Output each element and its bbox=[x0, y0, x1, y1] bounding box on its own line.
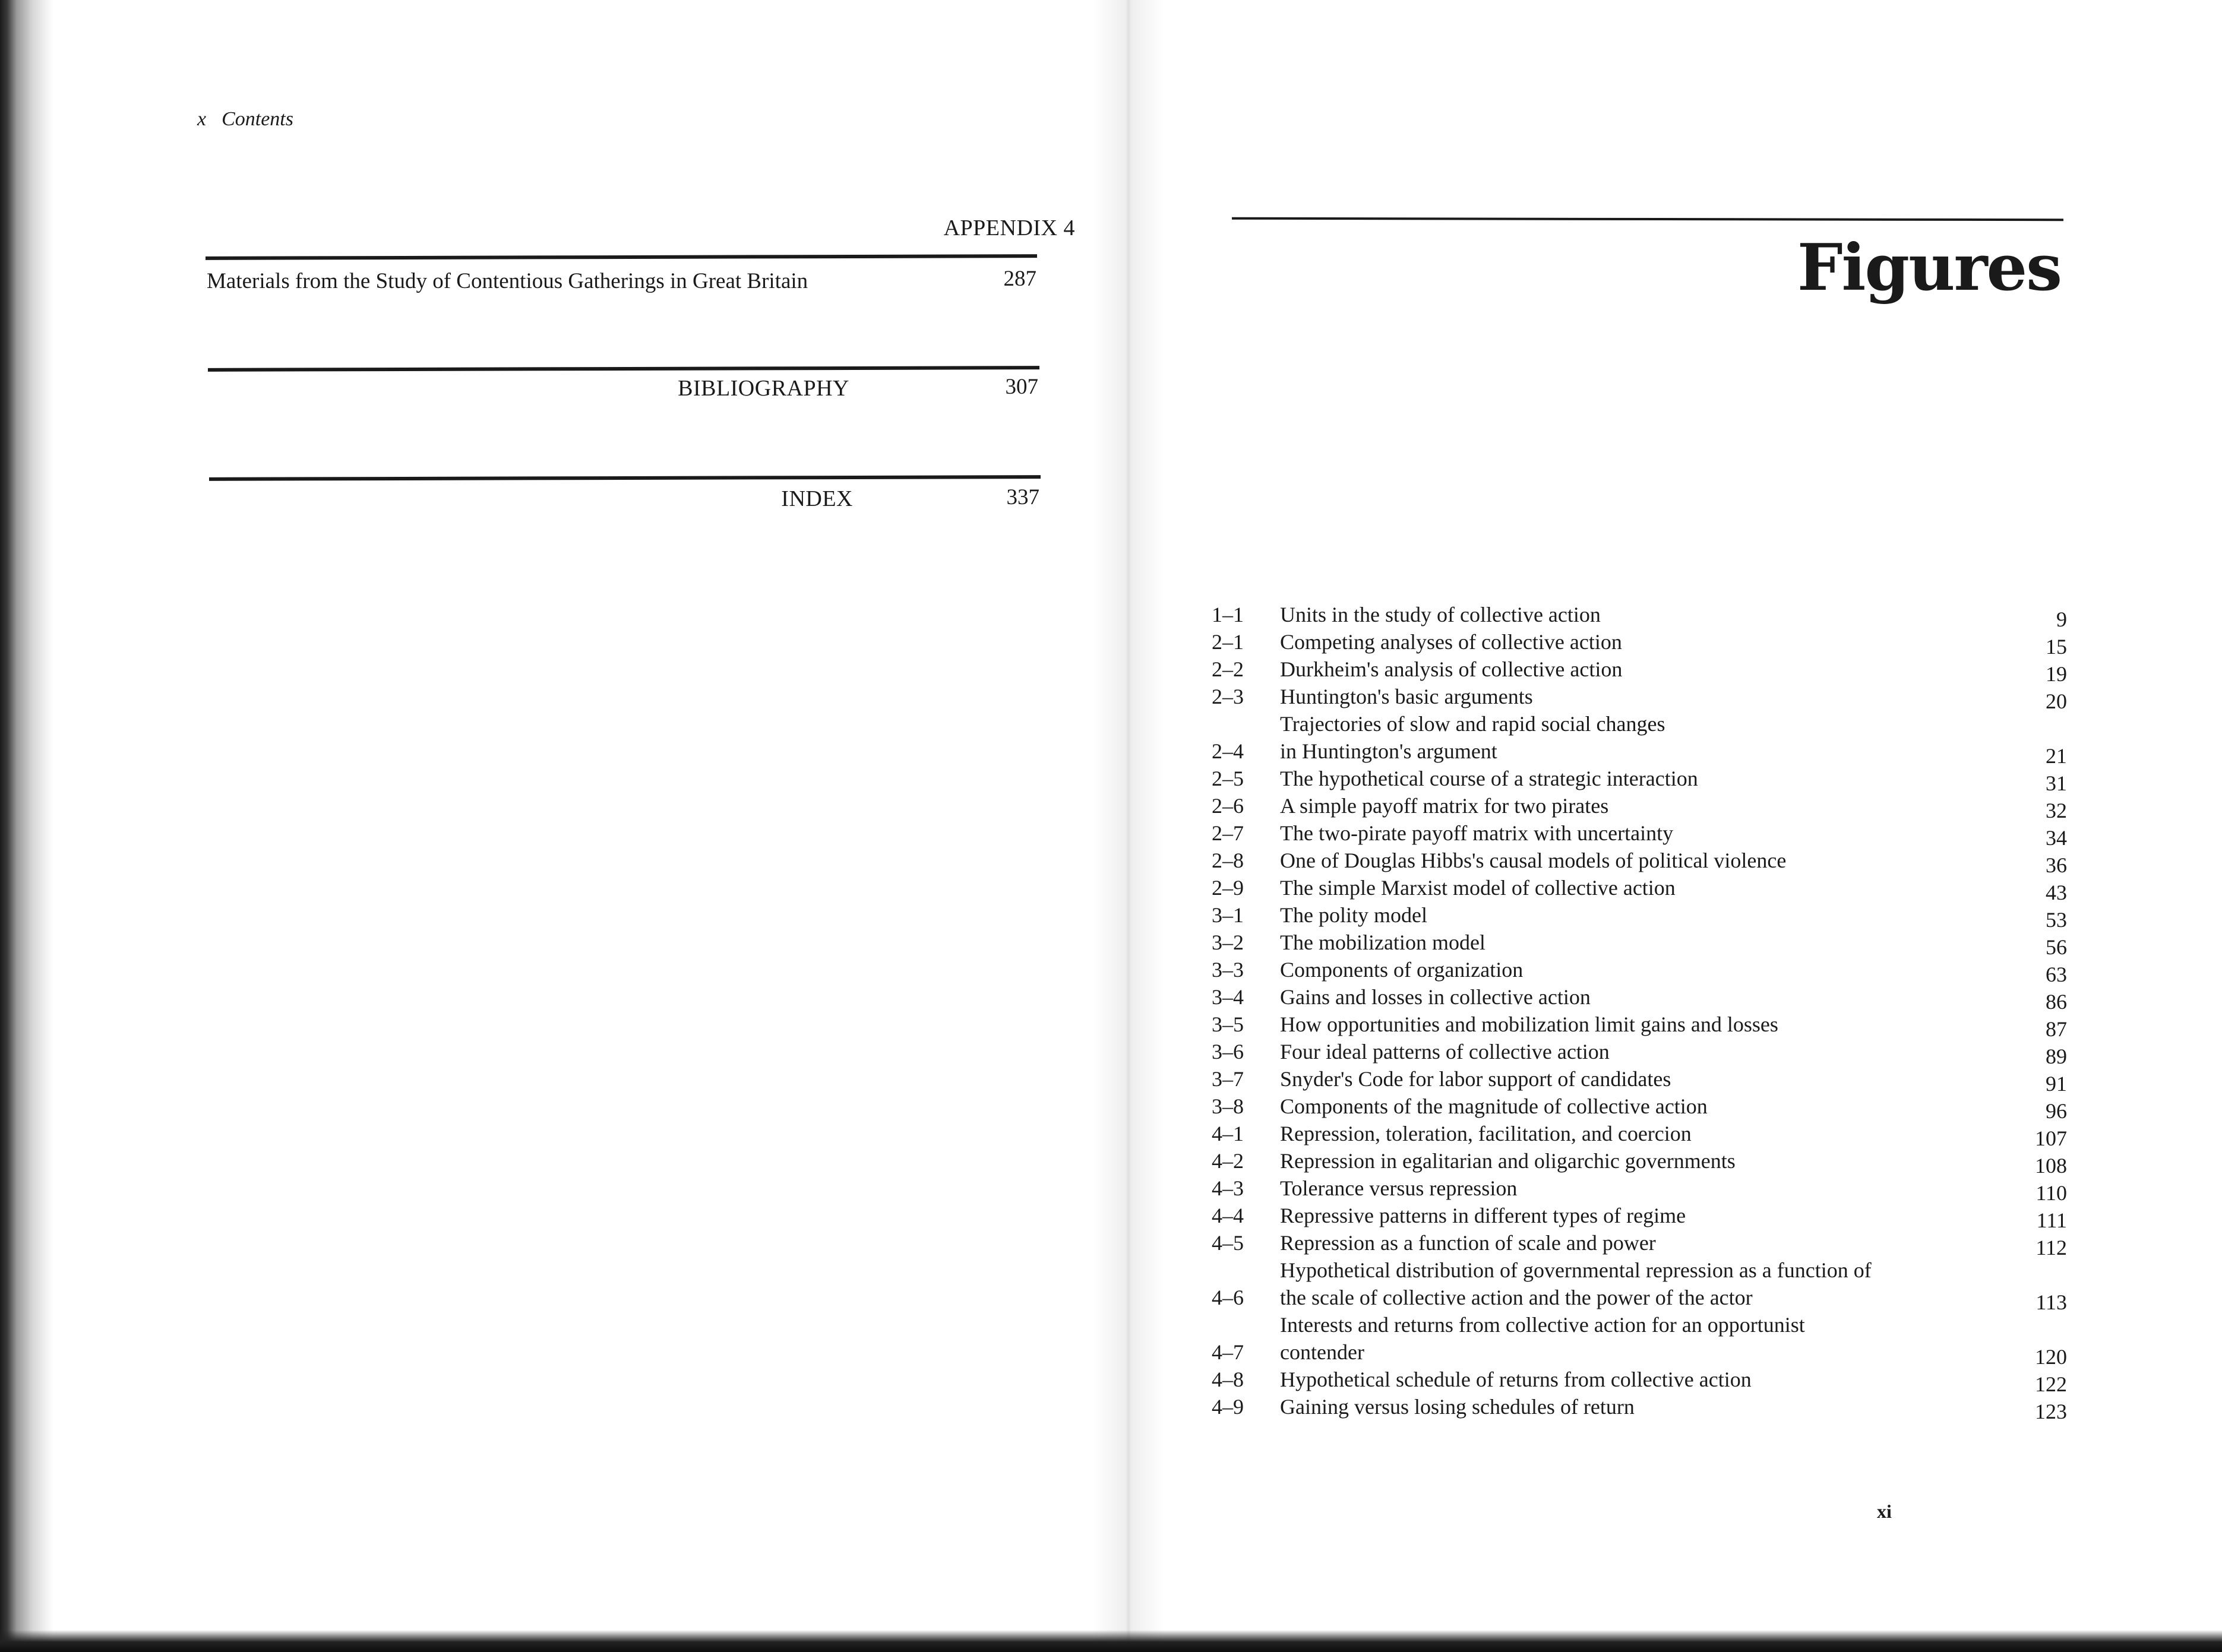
figure-number: 3–8 bbox=[1212, 1094, 1244, 1118]
figure-number: 3–5 bbox=[1212, 1012, 1244, 1036]
figure-number: 2–5 bbox=[1212, 767, 1244, 790]
figure-page: 32 bbox=[2046, 799, 2067, 822]
list-item bbox=[1212, 710, 2067, 768]
list-item bbox=[1212, 1065, 2067, 1096]
list-item bbox=[1212, 956, 2067, 986]
figure-number: 4–4 bbox=[1212, 1204, 1244, 1227]
figure-caption bbox=[1280, 1366, 2002, 1393]
list-item bbox=[1212, 1366, 2067, 1396]
figure-caption bbox=[1280, 656, 2002, 683]
figure-caption bbox=[1280, 1093, 2002, 1120]
figures-title-rule bbox=[1232, 217, 2063, 221]
figure-number: 4–7 bbox=[1212, 1340, 1244, 1364]
figure-caption-line: Hypothetical schedule of returns from collective action bbox=[1280, 1368, 1752, 1391]
running-head-title: Contents bbox=[222, 108, 293, 130]
figure-caption-line: Gains and losses in collective action bbox=[1280, 985, 1591, 1009]
figure-caption bbox=[1280, 1120, 2002, 1147]
list-item bbox=[1212, 983, 2067, 1014]
figure-number: 2–2 bbox=[1212, 657, 1244, 681]
appendix-4-heading: APPENDIX 4 bbox=[943, 216, 1075, 240]
list-item bbox=[1212, 1229, 2067, 1257]
figure-caption bbox=[1280, 1202, 2002, 1229]
list-item bbox=[1212, 819, 2067, 850]
figure-caption-line: Gaining versus losing schedules of return bbox=[1280, 1395, 1635, 1419]
figure-page: 110 bbox=[2035, 1181, 2067, 1205]
figure-page: 122 bbox=[2035, 1372, 2067, 1396]
appendix-4-page: 287 bbox=[1003, 267, 1036, 291]
figure-page: 15 bbox=[2046, 635, 2067, 659]
figure-number: 4–8 bbox=[1212, 1368, 1244, 1391]
figure-number: 2–4 bbox=[1212, 739, 1244, 763]
figure-page: 108 bbox=[2035, 1154, 2067, 1178]
list-item bbox=[1212, 1202, 2067, 1232]
list-item bbox=[1212, 601, 2067, 631]
figure-caption-line: Repression, toleration, facilitation, and coercion bbox=[1280, 1122, 1692, 1145]
figure-page: 63 bbox=[2046, 963, 2067, 986]
figure-number: 4–6 bbox=[1212, 1286, 1244, 1309]
figure-caption bbox=[1280, 710, 2002, 765]
figure-caption bbox=[1280, 1147, 2002, 1175]
figures-title: Figures bbox=[1797, 230, 2061, 305]
figure-caption-line: Snyder's Code for labor support of candidates bbox=[1280, 1067, 1671, 1091]
list-item bbox=[1212, 1147, 2067, 1178]
figure-caption-line: Huntington's basic arguments bbox=[1280, 685, 1533, 708]
book-binding-shadow bbox=[0, 0, 53, 1652]
figure-caption-line: The polity model bbox=[1280, 903, 1427, 927]
figure-number: 2–6 bbox=[1212, 794, 1244, 818]
figure-caption bbox=[1280, 1011, 2002, 1038]
figure-caption bbox=[1280, 1175, 2002, 1202]
figure-page: 31 bbox=[2046, 771, 2067, 795]
list-item bbox=[1212, 901, 2067, 932]
figure-page: 111 bbox=[2036, 1208, 2067, 1232]
figure-number: 4–5 bbox=[1212, 1231, 1244, 1255]
figure-page: 120 bbox=[2035, 1345, 2067, 1369]
figure-caption-line: Durkheim's analysis of collective action bbox=[1280, 657, 1623, 681]
bottom-edge-shadow bbox=[0, 1630, 2222, 1652]
figure-caption-line: Components of the magnitude of collective action bbox=[1280, 1094, 1708, 1118]
index-rule bbox=[209, 475, 1041, 481]
list-item bbox=[1212, 1038, 2067, 1068]
figure-page: 53 bbox=[2046, 908, 2067, 932]
figure-number: 3–1 bbox=[1212, 903, 1244, 927]
figure-number: 4–3 bbox=[1212, 1176, 1244, 1200]
figure-number: 2–7 bbox=[1212, 821, 1244, 845]
list-item bbox=[1212, 1175, 2067, 1205]
figure-number: 4–2 bbox=[1212, 1149, 1244, 1173]
figure-caption bbox=[1280, 1393, 2002, 1420]
figure-caption bbox=[1280, 601, 2002, 628]
figure-number: 2–1 bbox=[1212, 630, 1244, 654]
bibliography-rule bbox=[208, 366, 1039, 372]
figure-caption bbox=[1280, 792, 2002, 819]
list-item bbox=[1212, 1011, 2067, 1041]
figure-caption bbox=[1280, 901, 2002, 929]
figure-caption-line: The two-pirate payoff matrix with uncertainty bbox=[1280, 821, 1674, 845]
figure-caption-line: The hypothetical course of a strategic interaction bbox=[1280, 767, 1698, 790]
figure-page: 43 bbox=[2046, 881, 2067, 904]
figure-caption bbox=[1280, 874, 2002, 901]
figure-page: 20 bbox=[2046, 689, 2067, 713]
list-item bbox=[1212, 792, 2067, 822]
figure-caption bbox=[1280, 847, 2002, 874]
figure-caption-line: The simple Marxist model of collective action bbox=[1280, 876, 1676, 900]
list-item bbox=[1212, 1393, 2067, 1423]
list-item bbox=[1212, 1093, 2067, 1123]
running-head bbox=[197, 108, 293, 131]
list-item bbox=[1212, 929, 2067, 959]
figure-caption-line: Repressive patterns in different types of regime bbox=[1280, 1204, 1686, 1227]
appendix-4-entry: Materials from the Study of Contentious Gatherings in Great Britain bbox=[207, 269, 808, 293]
figure-caption-line: One of Douglas Hibbs's causal models of political violence bbox=[1280, 849, 1787, 872]
figure-page: 9 bbox=[2056, 607, 2067, 631]
list-item bbox=[1212, 1311, 2067, 1369]
list-item bbox=[1212, 765, 2067, 795]
figure-caption-line: in Huntington's argument bbox=[1280, 739, 1497, 763]
figure-number: 2–3 bbox=[1212, 685, 1244, 708]
figure-page: 34 bbox=[2046, 826, 2067, 850]
figure-caption bbox=[1280, 1311, 2002, 1366]
figure-page: 91 bbox=[2046, 1072, 2067, 1096]
figure-caption-line: Four ideal patterns of collective action bbox=[1280, 1040, 1610, 1064]
figure-caption-line: contender bbox=[1280, 1340, 1364, 1364]
figure-number: 2–8 bbox=[1212, 849, 1244, 872]
figure-caption-line: Repression as a function of scale and power bbox=[1280, 1231, 1656, 1255]
index-heading: INDEX bbox=[781, 486, 853, 511]
figure-number: 2–9 bbox=[1212, 876, 1244, 900]
figure-page: 123 bbox=[2035, 1400, 2067, 1423]
figure-caption-line: Tolerance versus repression bbox=[1280, 1176, 1518, 1200]
page-folio: x bbox=[197, 108, 207, 130]
figure-number: 3–4 bbox=[1212, 985, 1244, 1009]
figure-caption-line: Trajectories of slow and rapid social changes bbox=[1280, 712, 1665, 736]
figure-caption-line: Units in the study of collective action bbox=[1280, 603, 1601, 626]
figure-caption-line: A simple payoff matrix for two pirates bbox=[1280, 794, 1609, 818]
figure-caption-line: Competing analyses of collective action bbox=[1280, 630, 1622, 654]
figure-caption-line: Repression in egalitarian and oligarchic governments bbox=[1280, 1149, 1736, 1173]
figure-caption-line: the scale of collective action and the power of the actor bbox=[1280, 1286, 1753, 1309]
list-item bbox=[1212, 874, 2067, 904]
figure-number: 3–6 bbox=[1212, 1040, 1244, 1064]
figure-page: 21 bbox=[2046, 744, 2067, 768]
figure-caption bbox=[1280, 765, 2002, 792]
figure-caption-line: Components of organization bbox=[1280, 958, 1524, 982]
list-item bbox=[1212, 1120, 2067, 1150]
figure-caption bbox=[1280, 983, 2002, 1011]
figure-caption-line: Hypothetical distribution of governmental repression as a function of bbox=[1280, 1258, 1872, 1282]
list-item bbox=[1212, 1257, 2067, 1314]
figure-caption bbox=[1280, 683, 2002, 710]
figure-number: 3–7 bbox=[1212, 1067, 1244, 1091]
list-item bbox=[1212, 847, 2067, 877]
figure-caption-line: How opportunities and mobilization limit gains and losses bbox=[1280, 1012, 1778, 1036]
figure-page: 113 bbox=[2035, 1290, 2067, 1314]
figure-page: 56 bbox=[2046, 935, 2067, 959]
figure-caption bbox=[1280, 1229, 2002, 1257]
figure-caption bbox=[1280, 1065, 2002, 1093]
figure-caption bbox=[1280, 956, 2002, 983]
figure-page: 87 bbox=[2046, 1017, 2067, 1041]
list-item bbox=[1212, 683, 2067, 713]
bibliography-heading: BIBLIOGRAPHY bbox=[678, 376, 849, 401]
figure-caption-line: Interests and returns from collective action for an opportunist bbox=[1280, 1313, 1805, 1337]
figure-page: 19 bbox=[2046, 662, 2067, 686]
page-gutter bbox=[1093, 0, 1164, 1652]
figure-page: 86 bbox=[2046, 990, 2067, 1014]
figure-caption bbox=[1280, 929, 2002, 956]
figure-page: 112 bbox=[2035, 1236, 2067, 1259]
page-folio: xi bbox=[1877, 1501, 1892, 1522]
figure-page: 36 bbox=[2046, 853, 2067, 877]
figure-caption bbox=[1280, 1038, 2002, 1065]
figure-caption bbox=[1280, 1257, 2002, 1311]
figure-number: 4–9 bbox=[1212, 1395, 1244, 1419]
figures-list bbox=[1212, 601, 2067, 1423]
figure-number: 3–2 bbox=[1212, 931, 1244, 954]
appendix-4-rule bbox=[206, 254, 1037, 260]
list-item bbox=[1212, 628, 2067, 659]
figure-number: 1–1 bbox=[1212, 603, 1244, 626]
bibliography-page: 307 bbox=[1005, 375, 1038, 399]
figure-number: 4–1 bbox=[1212, 1122, 1244, 1145]
figure-page: 89 bbox=[2046, 1045, 2067, 1068]
index-page: 337 bbox=[1006, 485, 1039, 509]
figure-page: 96 bbox=[2046, 1099, 2067, 1123]
figure-caption bbox=[1280, 628, 2002, 656]
figure-caption bbox=[1280, 819, 2002, 847]
figure-number: 3–3 bbox=[1212, 958, 1244, 982]
figure-caption-line: The mobilization model bbox=[1280, 931, 1485, 954]
figure-page: 107 bbox=[2035, 1126, 2067, 1150]
list-item bbox=[1212, 656, 2067, 686]
